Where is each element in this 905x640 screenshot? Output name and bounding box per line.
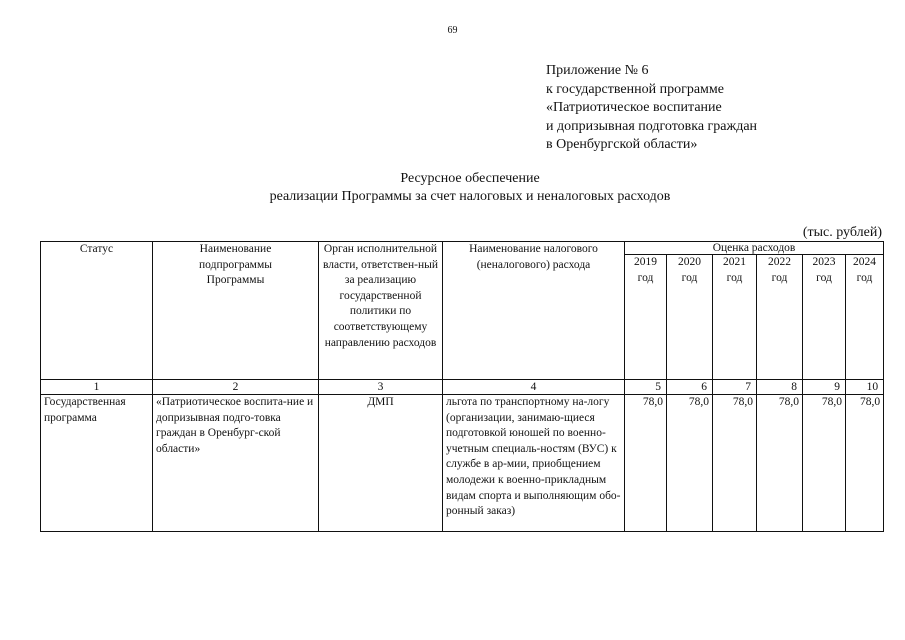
column-number: 6 — [667, 380, 713, 395]
header-organ: Орган исполнительной власти, ответствен-ный за реализацию государственной политики по соответствующему направлению расходов — [319, 242, 443, 380]
header-year-2023: 2023 год — [803, 255, 846, 380]
cell-organ: ДМП — [319, 395, 443, 532]
column-number: 5 — [625, 380, 667, 395]
header-estimate: Оценка расходов — [625, 242, 884, 255]
header-expense-name: Наименование налогового (неналогового) расхода — [443, 242, 625, 380]
appendix-line: «Патриотическое воспитание — [546, 100, 722, 115]
header-year-2019: 2019 год — [625, 255, 667, 380]
appendix-line: в Оренбургской области» — [546, 137, 698, 152]
column-number: 4 — [443, 380, 625, 395]
cell-value-2019: 78,0 — [625, 395, 667, 532]
table-row — [41, 395, 884, 532]
header-year-2020: 2020 год — [667, 255, 713, 380]
column-number: 3 — [319, 380, 443, 395]
header-subprogram: Наименование подпрограммы Программы — [153, 242, 319, 380]
page-number: 69 — [447, 25, 458, 36]
resource-table — [40, 241, 884, 532]
cell-expense: льгота по транспортному на-логу (организации, занимаю-щиеся подготовкой юношей по военно-учетным специаль-ностям (ВУС) к службе в ар-мии, приобщением молодежи к военно-прикладным видам спорта и выполняющим обо-ронный заказ) — [443, 395, 625, 532]
cell-value-2023: 78,0 — [803, 395, 846, 532]
header-status: Статус — [41, 242, 153, 380]
column-number: 10 — [846, 380, 884, 395]
column-number: 9 — [803, 380, 846, 395]
column-number: 7 — [713, 380, 757, 395]
document-title — [0, 170, 905, 206]
title-line-2: реализации Программы за счет налоговых и неналоговых расходов — [269, 189, 671, 204]
appendix-line: к государственной программе — [546, 81, 724, 97]
header-row — [41, 242, 884, 255]
header-year-2024: 2024 год — [846, 255, 884, 380]
cell-value-2024: 78,0 — [846, 395, 884, 532]
header-year-2022: 2022 год — [757, 255, 803, 380]
appendix-block — [546, 62, 757, 155]
cell-subprogram: «Патриотическое воспита-ние и допризывная подго-товка граждан в Оренбург-ской области» — [153, 395, 319, 532]
appendix-line: и допризывная подготовка граждан — [546, 118, 758, 134]
column-numbers-row — [41, 380, 884, 395]
cell-value-2021: 78,0 — [713, 395, 757, 532]
column-number: 8 — [757, 380, 803, 395]
cell-value-2020: 78,0 — [667, 395, 713, 532]
header-year-2021: 2021 год — [713, 255, 757, 380]
column-number: 2 — [153, 380, 319, 395]
appendix-line: Приложение № 6 — [546, 63, 649, 78]
cell-value-2022: 78,0 — [757, 395, 803, 532]
units-label: (тыс. рублей) — [802, 225, 882, 240]
column-number: 1 — [41, 380, 153, 395]
cell-status: Государственная программа — [41, 395, 153, 532]
title-line-1: Ресурсное обеспечение — [400, 171, 540, 186]
